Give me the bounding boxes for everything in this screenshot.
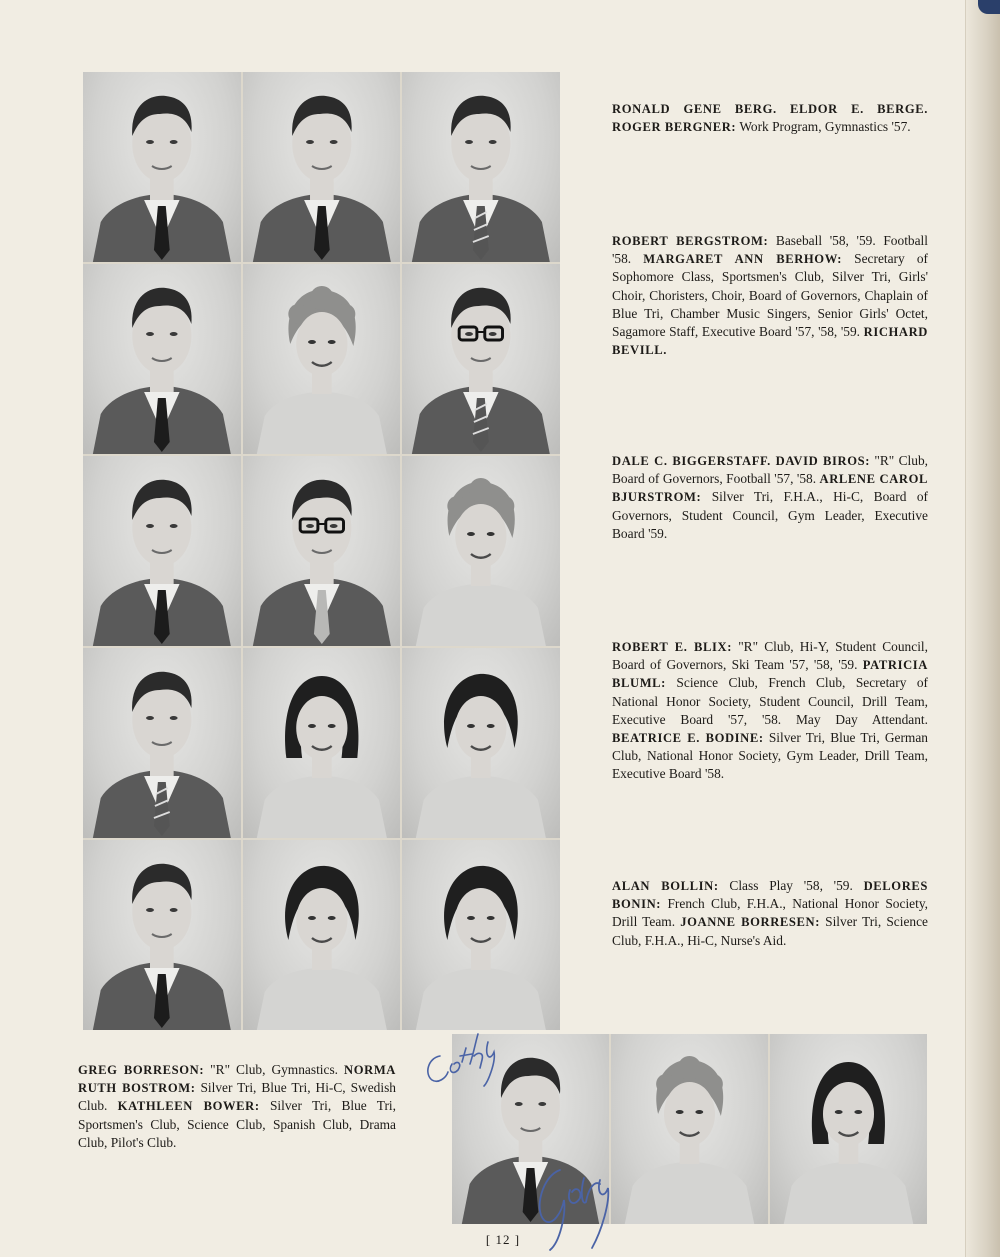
student-name: ALAN BOLLIN: bbox=[612, 879, 719, 893]
activities-text: French Club, F.H.A., National Honor Society, Drill Team. bbox=[612, 896, 928, 930]
student-portrait-11 bbox=[243, 648, 401, 838]
activities-text: Science Club, French Club, Secretary of National Honor Society, Student Council, Drill Team, Executive Board '57, '58. May Day Attendant. bbox=[612, 675, 928, 727]
student-portrait-9 bbox=[402, 456, 560, 646]
student-name: MARGARET ANN BERHOW: bbox=[643, 252, 842, 267]
student-portrait-4 bbox=[83, 264, 241, 454]
student-name: JOANNE BORRESEN: bbox=[680, 915, 820, 930]
student-name: RONALD GENE BERG. ELDOR E. BERGE. ROGER BERGNER: bbox=[612, 102, 928, 135]
activities-text: Baseball '58, '59. Football '58. bbox=[612, 233, 928, 267]
caption-block-6 bbox=[78, 1061, 396, 1152]
student-name: BEATRICE E. BODINE: bbox=[612, 731, 764, 746]
portrait-row-bottom bbox=[452, 1034, 927, 1224]
student-portrait-15 bbox=[402, 840, 560, 1030]
student-portrait-7 bbox=[83, 456, 241, 646]
caption-block-4 bbox=[612, 638, 928, 784]
activities-text: Silver Tri, F.H.A., Hi-C, Board of Governors, Student Council, Gym Leader, Executive Board '59. bbox=[612, 489, 928, 541]
student-portrait-2 bbox=[243, 72, 401, 262]
binding-tab bbox=[978, 0, 1000, 14]
student-portrait-bottom-1 bbox=[452, 1034, 609, 1224]
activities-text: Silver Tri, Blue Tri, Sportsmen's Club, Science Club, Spanish Club, Drama Club, Pilot's Club. bbox=[78, 1098, 397, 1150]
student-portrait-1 bbox=[83, 72, 241, 262]
student-portrait-6 bbox=[402, 264, 560, 454]
student-portrait-5 bbox=[243, 264, 401, 454]
activities-text: Silver Tri, Science Club, F.H.A., Hi-C, Nurse's Aid. bbox=[612, 914, 928, 948]
activities-text: Work Program, Gymnastics '57. bbox=[736, 119, 911, 135]
student-name: KATHLEEN BOWER: bbox=[117, 1099, 260, 1114]
caption-block-3 bbox=[612, 452, 928, 543]
student-portrait-14 bbox=[243, 840, 401, 1030]
student-name: NORMA RUTH BOSTROM: bbox=[78, 1063, 396, 1096]
student-name: ROBERT E. BLIX: bbox=[612, 640, 733, 654]
student-portrait-bottom-2 bbox=[611, 1034, 768, 1224]
student-name: ARLENE CAROL BJURSTROM: bbox=[612, 472, 928, 505]
page-edge bbox=[965, 0, 1000, 1257]
activities-text: Class Play '58, '59. bbox=[718, 878, 864, 893]
student-portrait-8 bbox=[243, 456, 401, 646]
activities-text: "R" Club, Gymnastics. bbox=[204, 1062, 345, 1077]
caption-block-5 bbox=[612, 877, 928, 950]
student-portrait-3 bbox=[402, 72, 560, 262]
activities-text: Secretary of Sophomore Class, Sportsmen's Club, Silver Tri, Girls' Choir, Choristers, Choir, Board of Governors, Chaplain of Blue Tri, Chamber Music Singers, Senior Girls' Octet, Sagamore Staff, Executive Board '57, '58, '59. bbox=[612, 251, 928, 340]
student-name: GREG BORRESON: bbox=[78, 1063, 205, 1077]
caption-block-2 bbox=[612, 232, 928, 359]
caption-block-1 bbox=[612, 100, 928, 136]
student-name: RICHARD BEVILL. bbox=[612, 325, 928, 358]
student-name: PATRICIA BLUML: bbox=[612, 658, 928, 691]
activities-text: Silver Tri, Blue Tri, Hi-C, Swedish Club. bbox=[78, 1080, 396, 1114]
student-portrait-10 bbox=[83, 648, 241, 838]
student-name: DELORES BONIN: bbox=[612, 879, 928, 912]
activities-text: Silver Tri, Blue Tri, German Club, National Honor Society, Gym Leader, Drill Team, Executive Board '58. bbox=[612, 730, 928, 782]
student-portrait-bottom-3 bbox=[770, 1034, 927, 1224]
student-portrait-13 bbox=[83, 840, 241, 1030]
page-number: [ 12 ] bbox=[485, 1232, 521, 1247]
student-name: ROBERT BERGSTROM: bbox=[612, 234, 769, 248]
student-portrait-12 bbox=[402, 648, 560, 838]
activities-text: "R" Club, Board of Governors, Football '57, '58. bbox=[612, 453, 928, 487]
student-name: DALE C. BIGGERSTAFF. DAVID BIROS: bbox=[612, 454, 871, 468]
activities-text: "R" Club, Hi-Y, Student Council, Board of Governors, Ski Team '57, '58, '59. bbox=[612, 639, 928, 673]
portrait-grid bbox=[83, 72, 560, 1030]
